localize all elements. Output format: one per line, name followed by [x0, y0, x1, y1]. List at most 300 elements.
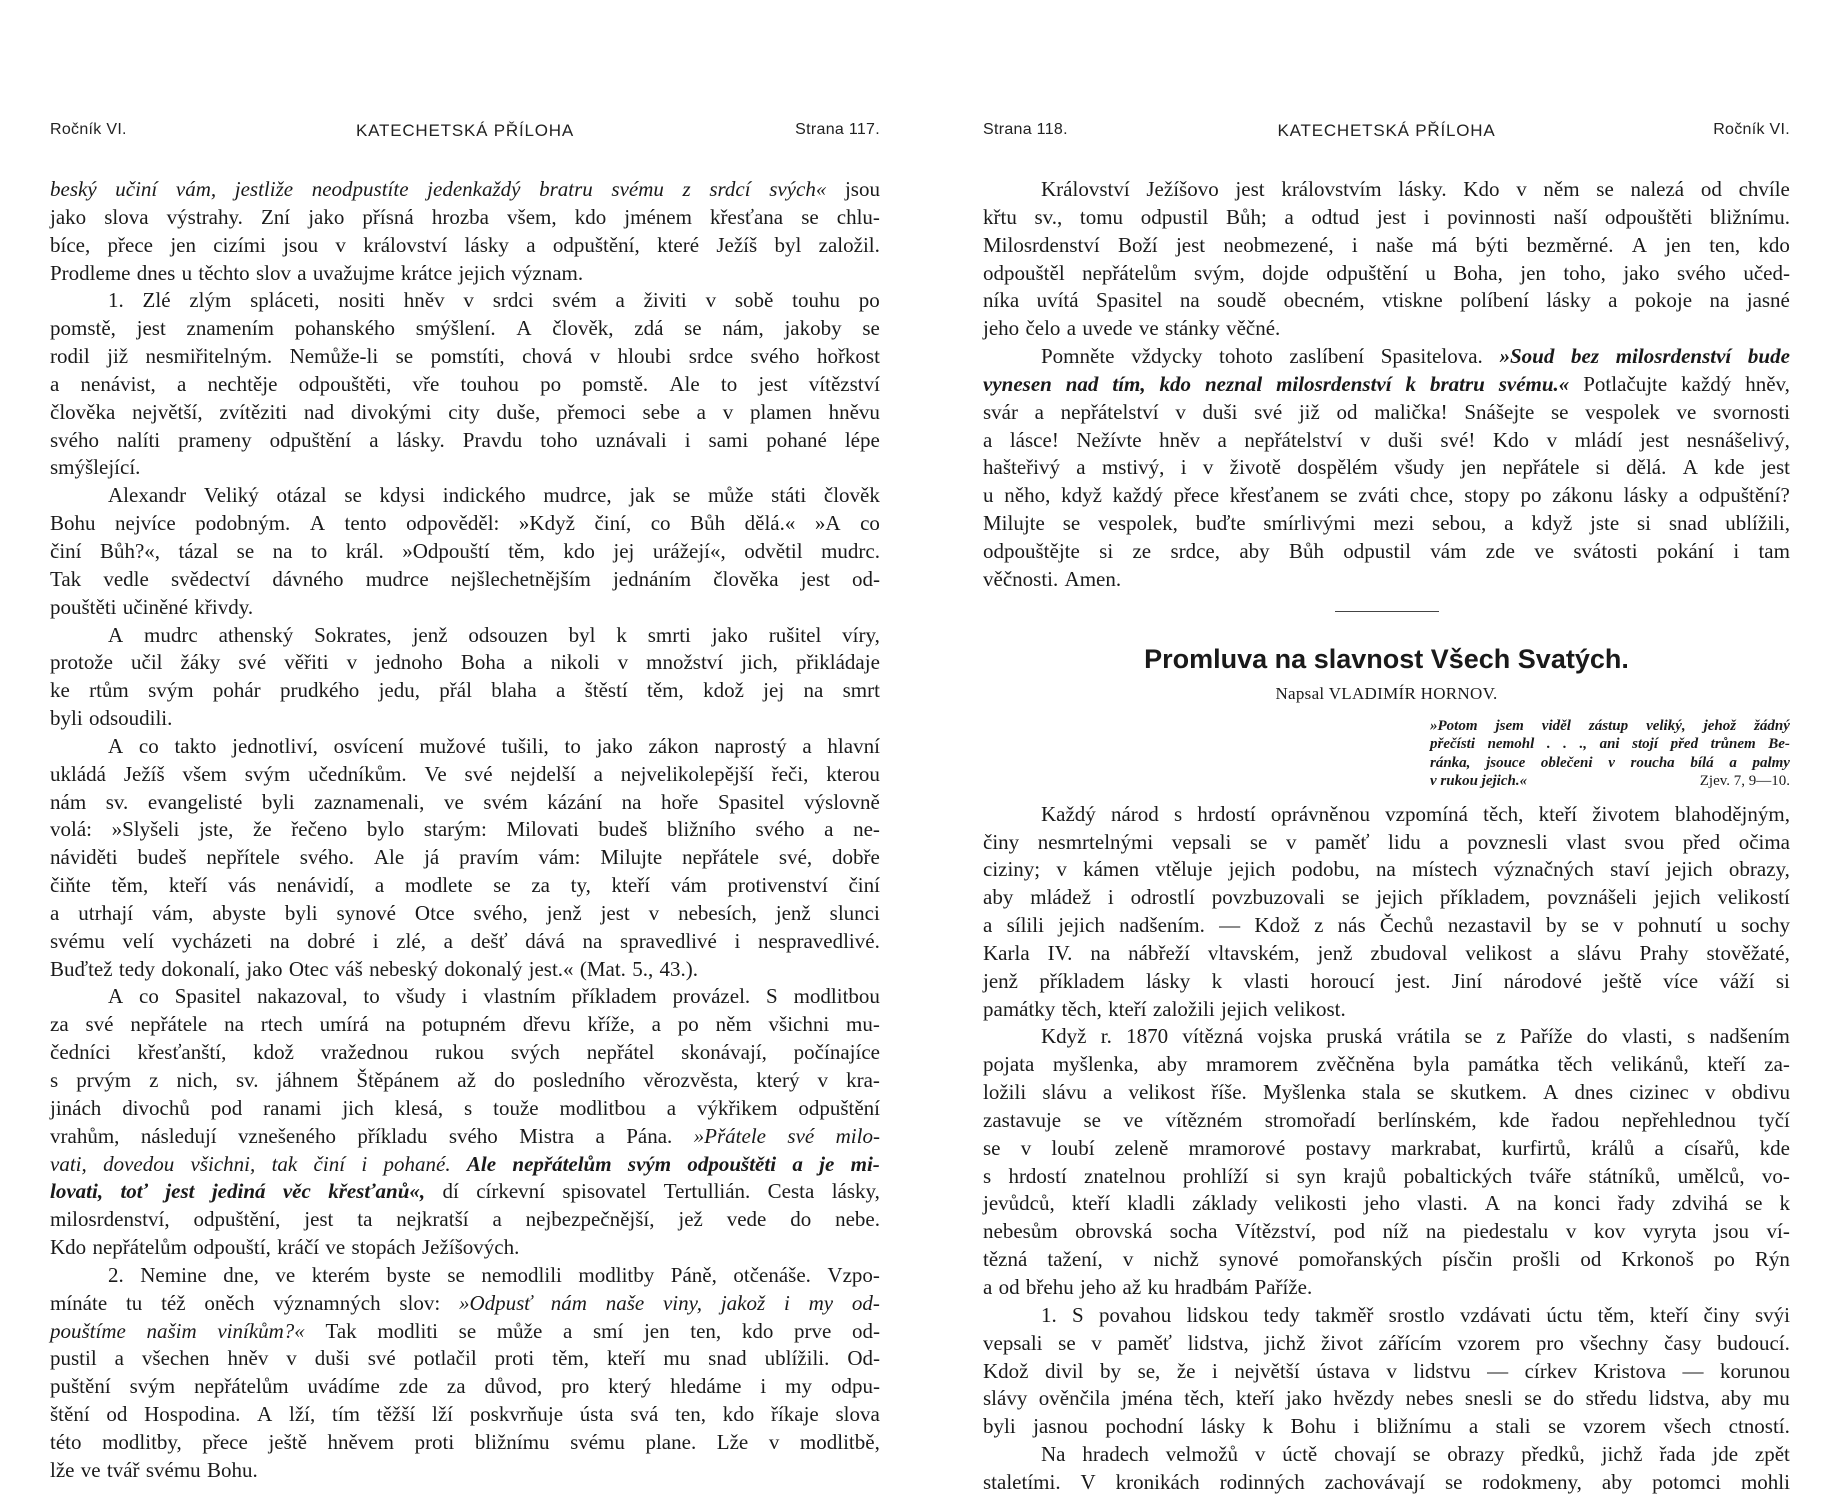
word: v — [1091, 1330, 1102, 1355]
word: jde — [1712, 1442, 1739, 1467]
word: svému — [50, 928, 105, 953]
word: »Potom — [1430, 717, 1478, 734]
word: největší, — [132, 399, 203, 424]
word: se — [1524, 1386, 1542, 1411]
word: odpouští, — [193, 1235, 271, 1260]
word: hněv — [227, 1346, 269, 1371]
word: 1. — [1041, 1302, 1057, 1327]
epigraph — [1430, 717, 1790, 791]
text-line — [50, 1178, 880, 1206]
word: když — [1061, 483, 1102, 508]
word: jako — [596, 733, 633, 758]
word: chlu- — [836, 204, 880, 229]
word: památky — [983, 996, 1056, 1021]
word: a — [666, 1095, 677, 1120]
word: nám, — [722, 316, 764, 341]
word: odpuštění? — [1698, 483, 1790, 508]
word: u — [1425, 260, 1436, 285]
word: city — [448, 399, 480, 424]
text-line — [50, 622, 880, 650]
word: kteří — [1108, 996, 1147, 1021]
word: sebe — [642, 399, 680, 424]
word: jejich — [1653, 885, 1701, 910]
word: roucha — [1630, 754, 1675, 771]
word: velmožů — [1165, 1442, 1239, 1467]
word: mínáte — [50, 1290, 108, 1315]
word: nositi — [338, 288, 385, 313]
text-line — [50, 1095, 880, 1123]
word: vrátila — [1396, 1024, 1451, 1049]
word: v — [1020, 1135, 1032, 1160]
word: vítězství — [808, 371, 880, 396]
word: jste, — [198, 817, 234, 842]
word: Páně, — [670, 1262, 717, 1287]
word: se — [1744, 1191, 1763, 1216]
word: mudrce — [365, 566, 429, 591]
word: žádný — [1754, 717, 1790, 734]
word: byli — [284, 900, 318, 925]
word: a — [593, 761, 603, 786]
word: jste — [1589, 511, 1620, 536]
word: modlitbou — [793, 984, 880, 1009]
word: do — [1553, 1386, 1575, 1411]
word: A — [1543, 1080, 1559, 1105]
text-line — [983, 884, 1790, 912]
word: tím — [332, 1402, 361, 1427]
word: tak — [271, 1151, 298, 1176]
word: naší — [1553, 204, 1588, 229]
word: a — [615, 288, 625, 313]
word: A — [309, 511, 326, 536]
word: Boha, — [1453, 260, 1503, 285]
word: středu — [1585, 1386, 1637, 1411]
word: v — [1546, 427, 1558, 452]
word: Otec — [288, 956, 329, 981]
word: člověka — [713, 566, 779, 591]
article-title: Promluva na slavnost Všech Svatých. — [1144, 643, 1629, 674]
word: milosrdenství, — [50, 1207, 170, 1232]
text-line — [50, 1345, 880, 1373]
word: kde — [1498, 1107, 1530, 1132]
text-line — [50, 510, 880, 538]
word: 2. — [108, 1262, 124, 1287]
word: se — [1596, 177, 1614, 201]
word: mezi — [1373, 511, 1415, 536]
word: zástup — [1588, 717, 1629, 734]
word: otčenáše. — [733, 1262, 811, 1287]
word: Štěpánem — [356, 1068, 440, 1092]
word: král. — [345, 538, 384, 563]
word: jménem — [624, 204, 692, 229]
word: si — [1637, 511, 1652, 536]
word: A — [1631, 232, 1647, 257]
word: divochů — [122, 1095, 190, 1120]
word: odvětil — [744, 538, 803, 563]
word: bez — [1571, 344, 1600, 369]
text-line — [50, 1234, 880, 1262]
word: Ale — [669, 371, 700, 396]
word: Prodleme — [50, 260, 131, 285]
word: evangelisté — [147, 789, 243, 814]
word: nemohl — [1487, 736, 1535, 753]
word: jichž — [1601, 1442, 1643, 1467]
word: jich — [342, 1095, 374, 1120]
word: dnes — [136, 260, 176, 285]
word: nalíti — [116, 427, 161, 452]
word: duši — [1387, 427, 1423, 452]
word: bližnímu. — [1710, 204, 1790, 229]
word: nad — [303, 399, 335, 424]
word: v — [722, 399, 734, 424]
word: nesmiřitelným. — [145, 344, 273, 369]
word: umírá — [319, 1012, 369, 1037]
word: na — [582, 928, 603, 953]
word: jest — [1175, 232, 1206, 257]
word: krátce — [400, 260, 453, 285]
word: milosrdenství — [1615, 344, 1732, 369]
word: pobaltických — [1403, 1163, 1513, 1188]
word: markrabat, — [1391, 1135, 1482, 1160]
word: urážejí«, — [652, 538, 726, 563]
word: těm, — [552, 1346, 589, 1371]
word: zákonu — [1552, 483, 1613, 508]
text-line — [983, 996, 1790, 1024]
word: hradech — [1082, 1442, 1149, 1467]
word: řadou — [1551, 1107, 1600, 1132]
word: ten, — [1709, 232, 1741, 257]
word: odpouštěti — [1604, 204, 1693, 229]
word: se — [458, 1318, 477, 1343]
word: kteří — [611, 873, 651, 898]
word: na — [1425, 1219, 1446, 1244]
word: a — [983, 427, 993, 452]
word: učedníkům. — [308, 761, 407, 786]
word: svého — [448, 1123, 498, 1148]
word: odpouštěl — [983, 260, 1065, 285]
word: blaha — [491, 678, 537, 703]
word: na — [1179, 288, 1200, 313]
text-line — [50, 454, 880, 482]
word: mi- — [850, 1151, 880, 1176]
word: Zní — [260, 204, 291, 229]
word: a — [1439, 829, 1449, 854]
word: Kdo — [1463, 177, 1500, 201]
word: 5., — [632, 956, 654, 981]
word: stala — [1362, 1080, 1401, 1105]
word: těm, — [508, 538, 545, 563]
volume-label: Ročník VI. — [1713, 121, 1790, 138]
word: mu — [1762, 1386, 1790, 1411]
word: vlast — [1566, 829, 1606, 854]
word: již — [107, 344, 129, 369]
word: se — [684, 316, 702, 341]
word: k — [1779, 1191, 1790, 1216]
word: a — [1066, 316, 1077, 341]
text-line — [50, 844, 880, 872]
word: v — [335, 232, 346, 257]
word: kra- — [846, 1068, 880, 1092]
word: tedy — [1263, 1302, 1300, 1327]
word: a — [792, 1151, 803, 1176]
word: srostlo — [1388, 1302, 1445, 1327]
word: to — [720, 371, 738, 396]
word: divil — [1045, 1358, 1084, 1383]
word: říkaje — [770, 1402, 819, 1427]
word: bližního — [667, 817, 736, 842]
word: slov: — [399, 1290, 441, 1315]
text-line — [983, 856, 1790, 884]
word: k — [1211, 968, 1223, 993]
word: i — [1733, 538, 1740, 563]
word: povinnosti — [1447, 204, 1536, 229]
word: modlitby, — [102, 1429, 182, 1454]
text-line — [983, 427, 1790, 455]
volume-label: Ročník VI. — [50, 121, 127, 138]
word: vepsali — [983, 1330, 1043, 1355]
word: těch, — [1061, 996, 1102, 1021]
word: prudkého — [279, 678, 360, 703]
text-line — [50, 399, 880, 427]
word: srdci — [492, 288, 534, 313]
word: lásky. — [396, 427, 445, 452]
word: svým — [627, 1151, 672, 1176]
word: ukládá — [50, 761, 106, 786]
text-line — [983, 1107, 1790, 1135]
word: zachovávají — [1324, 1469, 1425, 1494]
word: sv. — [105, 789, 129, 814]
word: »A — [814, 511, 841, 536]
word: my — [785, 1374, 812, 1399]
word: přikládaje — [795, 650, 880, 675]
word: něho, — [1004, 483, 1051, 508]
word: pouštěti — [50, 594, 117, 619]
word: písčin — [1442, 1247, 1493, 1272]
word: i — [1180, 455, 1187, 480]
word: po — [858, 288, 880, 313]
word: lidstva, — [1187, 1330, 1249, 1355]
word: IV. — [1047, 940, 1073, 965]
word: se — [1058, 1330, 1076, 1355]
word: kdo — [1159, 371, 1192, 396]
word: Milujte — [600, 845, 663, 870]
word: byli — [50, 706, 83, 731]
word: jest — [165, 1179, 195, 1204]
word: činí — [50, 538, 82, 563]
word: přece — [1173, 483, 1220, 508]
word: jest.« — [528, 956, 574, 981]
word: přece — [202, 1429, 248, 1454]
word: slávy — [983, 1386, 1028, 1411]
word: svým, — [1193, 260, 1245, 285]
word: protože — [50, 650, 113, 675]
word: Tak — [325, 1318, 357, 1343]
text-line — [983, 343, 1790, 371]
word: ústava — [1316, 1358, 1370, 1383]
word: velikost. — [1273, 996, 1346, 1021]
word: indického — [442, 483, 526, 508]
word: životě — [1229, 455, 1281, 480]
text-line — [50, 1429, 880, 1457]
word: kdož — [703, 678, 744, 703]
word: tázal — [178, 538, 219, 563]
word: jinách — [50, 1095, 102, 1120]
word: zváti — [1358, 483, 1400, 508]
word: býti — [1475, 232, 1509, 257]
word: ve — [80, 1457, 101, 1482]
word: vojska — [1257, 1024, 1313, 1049]
word: to — [363, 984, 380, 1009]
word: Sokrates, — [314, 622, 392, 647]
word: pomořanských — [1298, 1247, 1423, 1272]
word: těch, — [1483, 801, 1524, 826]
word: Spasitel — [174, 984, 242, 1009]
word: království — [363, 232, 448, 257]
word: obdivu — [1731, 1080, 1790, 1105]
word: smí — [592, 1318, 624, 1343]
word: »Když — [518, 511, 575, 536]
word: mstivý, — [1101, 455, 1165, 480]
word: se — [1249, 829, 1268, 854]
word: jest — [800, 566, 830, 591]
word: uvádíme — [307, 1374, 380, 1399]
word: vede — [726, 1207, 767, 1232]
word: zdvihá — [1671, 1191, 1728, 1216]
word: nepřátelům — [194, 1374, 289, 1399]
word: nesnášelivý, — [1686, 427, 1790, 452]
word: královstvím — [1281, 177, 1382, 201]
word: mu — [663, 1346, 691, 1371]
word: kříže, — [587, 1012, 635, 1037]
word: lže — [50, 1457, 75, 1482]
word: a — [696, 399, 706, 424]
word: Be- — [1768, 736, 1790, 753]
text-line — [983, 1413, 1790, 1441]
word: milosrdenství — [1276, 371, 1392, 396]
word: nejvíce — [115, 511, 176, 536]
word: příkladem, — [1439, 885, 1531, 910]
word: v — [346, 650, 358, 675]
text-line — [50, 1290, 880, 1318]
word: odpuštění, — [552, 232, 640, 257]
word: osvícení — [333, 733, 404, 758]
word: plamen — [750, 399, 812, 424]
word: mudrc. — [821, 538, 880, 563]
word: hněvu — [828, 399, 880, 424]
word: naše — [1376, 232, 1414, 257]
word: myšlenka, — [1052, 1052, 1139, 1077]
word: důvod, — [484, 1374, 543, 1399]
word: kteří — [1538, 801, 1578, 826]
word: vo- — [1761, 1163, 1790, 1188]
word: naše — [605, 1290, 645, 1315]
text-line — [50, 1067, 880, 1095]
word: prve — [793, 1318, 832, 1343]
word: buďte — [1195, 511, 1246, 536]
word: nepřátelům — [512, 1151, 612, 1176]
word: odtud — [1311, 204, 1360, 229]
word: svého — [750, 344, 800, 369]
word: Boží — [1117, 232, 1158, 257]
text-line — [50, 204, 880, 232]
word: po — [1520, 483, 1542, 508]
word: ví- — [1766, 1219, 1790, 1244]
word: plane. — [645, 1429, 697, 1454]
word: víry, — [842, 622, 880, 647]
word: Karla — [983, 940, 1030, 965]
word: až — [1122, 1275, 1142, 1299]
word: jevůdců, — [983, 1191, 1055, 1216]
word: abyste — [212, 900, 266, 925]
word: poskvrňuje — [469, 1402, 564, 1427]
word: Pána. — [626, 1123, 673, 1148]
word: v — [1516, 177, 1527, 201]
word: ránka, — [1430, 754, 1471, 771]
word: se — [1062, 511, 1081, 536]
word: s — [1173, 801, 1183, 826]
word: jest — [600, 900, 630, 925]
word: církev — [1524, 1358, 1578, 1383]
word: A — [108, 984, 124, 1009]
word: Čechů — [1379, 913, 1434, 938]
word: křesťana — [710, 204, 784, 229]
word: dělá.« — [744, 511, 796, 536]
word: že — [252, 817, 272, 842]
word: povznesli — [1467, 829, 1548, 854]
word: po — [540, 371, 562, 396]
word: dokonalí, — [161, 956, 241, 981]
word: si — [1265, 1163, 1280, 1188]
word: nakazoval, — [257, 984, 348, 1009]
word: kámen — [1083, 857, 1140, 882]
word: vítězném — [1165, 1107, 1243, 1132]
word: své — [1254, 399, 1283, 424]
word: synové — [1218, 1247, 1279, 1272]
word: hradbám — [1174, 1275, 1249, 1299]
word: ke — [50, 678, 70, 703]
word: na — [1709, 288, 1730, 313]
word: na — [803, 678, 824, 703]
word: může — [496, 1318, 543, 1343]
word: dávného — [272, 566, 344, 591]
word: lásky — [1623, 483, 1668, 508]
word: svého, — [473, 900, 528, 925]
word: jako — [711, 622, 748, 647]
word: v — [463, 288, 474, 313]
word: největší — [1234, 1358, 1300, 1383]
word: ještě — [1603, 968, 1642, 993]
word: Ježíšových. — [421, 1235, 520, 1260]
word: činí — [848, 873, 880, 898]
word: na — [1090, 940, 1111, 965]
word: socha — [1169, 1219, 1218, 1244]
text-line — [50, 1262, 880, 1290]
word: všech — [1663, 1414, 1712, 1439]
word: vám: — [538, 845, 581, 870]
word: srdcí — [709, 177, 751, 201]
word: a — [983, 1275, 993, 1299]
word: svého — [755, 817, 805, 842]
word: své! — [1440, 427, 1476, 452]
word: mužové — [419, 733, 486, 758]
word: spláceti, — [250, 288, 320, 313]
word: mohli — [1740, 1469, 1790, 1494]
word: hašteřivý — [983, 455, 1060, 480]
word: vedle — [103, 566, 149, 591]
word: dí — [442, 1179, 459, 1204]
word: od- — [851, 566, 880, 591]
word: výkřikem — [696, 1095, 778, 1120]
word: založil. — [818, 232, 880, 257]
